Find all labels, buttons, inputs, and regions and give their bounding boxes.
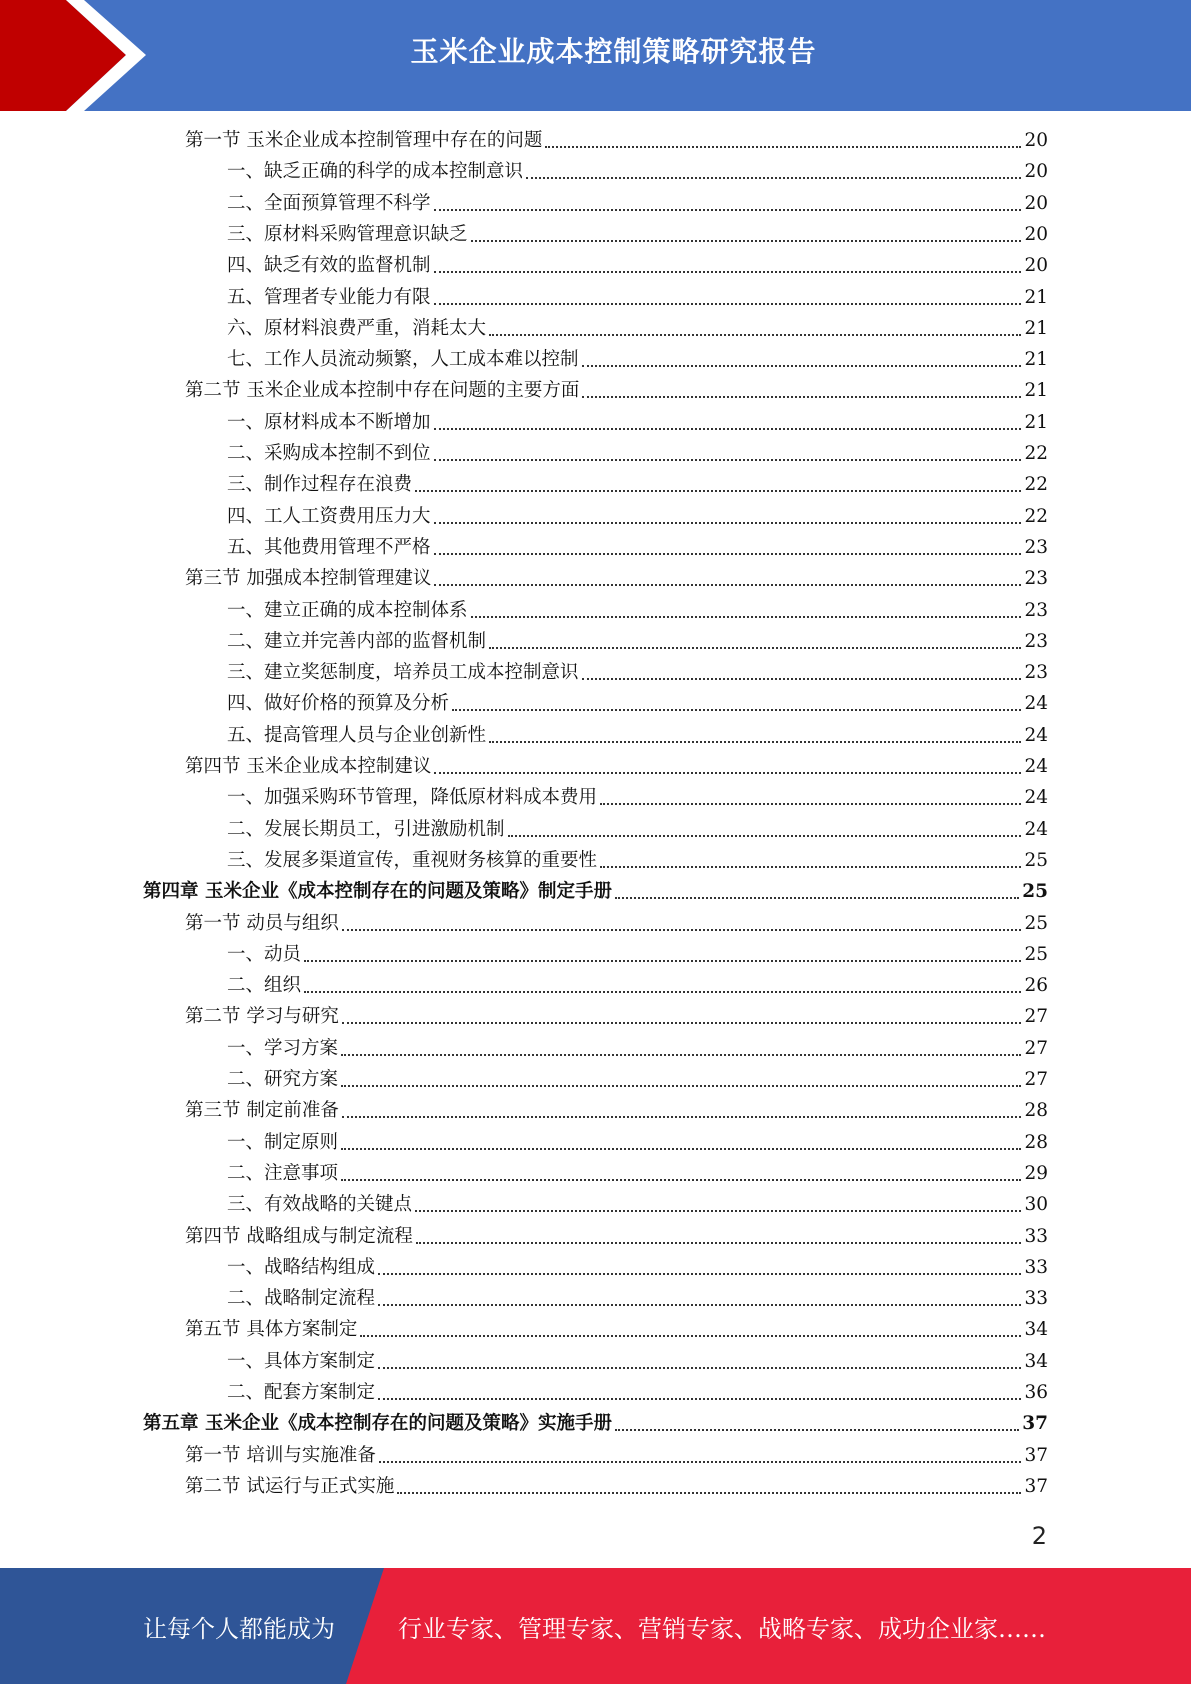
toc-leader-dots (304, 991, 1021, 993)
toc-entry-page: 23 (1024, 631, 1048, 652)
toc-leader-dots (378, 1273, 1021, 1275)
toc-entry-page: 37 (1024, 1476, 1048, 1497)
document-title: 玉米企业成本控制策略研究报告 (410, 35, 817, 68)
toc-section-entry[interactable] (185, 126, 1048, 154)
toc-subsection-entry[interactable] (227, 1159, 1048, 1187)
toc-section-entry[interactable] (185, 564, 1048, 592)
toc-entry-page: 23 (1024, 662, 1048, 683)
toc-section-entry[interactable] (185, 1096, 1048, 1124)
toc-leader-dots (582, 396, 1021, 398)
toc-entry-label: 一、制定原则 (227, 1132, 339, 1153)
toc-entry-label: 二、全面预算管理不科学 (227, 193, 431, 214)
toc-leader-dots (434, 428, 1022, 430)
toc-entry-page: 36 (1024, 1382, 1048, 1403)
toc-leader-dots (341, 1085, 1021, 1087)
toc-entry-page: 21 (1024, 287, 1048, 308)
toc-leader-dots (489, 741, 1021, 743)
toc-entry-page: 25 (1024, 850, 1048, 871)
toc-subsection-entry[interactable] (227, 220, 1048, 248)
toc-leader-dots (582, 365, 1022, 367)
toc-chapter-entry[interactable] (143, 1409, 1048, 1437)
toc-entry-label: 一、战略结构组成 (227, 1257, 376, 1278)
toc-leader-dots (342, 1116, 1022, 1118)
toc-subsection-entry[interactable] (227, 439, 1048, 467)
toc-entry-label: 三、建立奖惩制度，培养员工成本控制意识 (227, 662, 579, 683)
toc-entry-page: 21 (1024, 349, 1048, 370)
toc-section-entry[interactable] (185, 909, 1048, 937)
toc-leader-dots (434, 553, 1022, 555)
toc-entry-page: 27 (1024, 1069, 1048, 1090)
toc-leader-dots (434, 271, 1022, 273)
toc-subsection-entry[interactable] (227, 251, 1048, 279)
toc-subsection-entry[interactable] (227, 1284, 1048, 1312)
toc-entry-page: 22 (1024, 506, 1048, 527)
toc-leader-dots (304, 960, 1021, 962)
toc-entry-label: 第一节 动员与组织 (185, 913, 339, 934)
toc-entry-label: 第二节 学习与研究 (185, 1006, 339, 1027)
toc-entry-page: 24 (1024, 787, 1048, 808)
toc-leader-dots (378, 1398, 1021, 1400)
toc-entry-label: 一、建立正确的成本控制体系 (227, 600, 468, 621)
toc-section-entry[interactable] (185, 376, 1048, 404)
toc-entry-page: 20 (1024, 130, 1048, 151)
toc-leader-dots (545, 146, 1021, 148)
footer-banner (0, 1568, 1191, 1684)
toc-entry-label: 第一节 玉米企业成本控制管理中存在的问题 (185, 130, 543, 151)
toc-entry-label: 二、研究方案 (227, 1069, 339, 1090)
toc-subsection-entry[interactable] (227, 846, 1048, 874)
toc-subsection-entry[interactable] (227, 721, 1048, 749)
toc-subsection-entry[interactable] (227, 1253, 1048, 1281)
toc-entry-page: 22 (1024, 474, 1048, 495)
toc-entry-page: 27 (1024, 1038, 1048, 1059)
toc-entry-label: 二、采购成本控制不到位 (227, 443, 431, 464)
toc-entry-page: 25 (1024, 913, 1048, 934)
toc-leader-dots (341, 1054, 1021, 1056)
toc-subsection-entry[interactable] (227, 189, 1048, 217)
toc-entry-label: 三、有效战略的关键点 (227, 1194, 413, 1215)
toc-section-entry[interactable] (185, 1472, 1048, 1500)
toc-entry-label: 二、组织 (227, 975, 302, 996)
toc-leader-dots (434, 772, 1021, 774)
footer-slogan-left: 让每个人都能成为 (143, 1614, 335, 1643)
toc-leader-dots (434, 522, 1022, 524)
toc-entry-label: 四、做好价格的预算及分析 (227, 693, 450, 714)
toc-leader-dots (508, 835, 1022, 837)
toc-leader-dots (452, 709, 1021, 711)
toc-entry-page: 24 (1024, 725, 1048, 746)
toc-leader-dots (415, 1210, 1021, 1212)
toc-entry-label: 三、原材料采购管理意识缺乏 (227, 224, 468, 245)
toc-entry-page: 24 (1024, 756, 1048, 777)
toc-subsection-entry[interactable] (227, 314, 1048, 342)
page-number: 2 (1031, 1522, 1047, 1550)
toc-leader-dots (342, 929, 1022, 931)
toc-section-entry[interactable] (185, 1441, 1048, 1469)
toc-leader-dots (600, 866, 1021, 868)
toc-leader-dots (526, 177, 1021, 179)
toc-section-entry[interactable] (185, 1002, 1048, 1030)
toc-entry-label: 二、配套方案制定 (227, 1382, 376, 1403)
toc-entry-label: 二、建立并完善内部的监督机制 (227, 631, 487, 652)
toc-subsection-entry[interactable] (227, 470, 1048, 498)
toc-subsection-entry[interactable] (227, 658, 1048, 686)
toc-entry-label: 第三节 制定前准备 (185, 1100, 339, 1121)
toc-entry-page: 24 (1024, 693, 1048, 714)
toc-subsection-entry[interactable] (227, 1034, 1048, 1062)
toc-subsection-entry[interactable] (227, 502, 1048, 530)
toc-subsection-entry[interactable] (227, 940, 1048, 968)
toc-subsection-entry[interactable] (227, 627, 1048, 655)
toc-section-entry[interactable] (185, 1315, 1048, 1343)
toc-leader-dots (378, 1367, 1021, 1369)
toc-entry-label: 五、提高管理人员与企业创新性 (227, 725, 487, 746)
toc-entry-page: 21 (1024, 412, 1048, 433)
toc-entry-label: 四、缺乏有效的监督机制 (227, 255, 431, 276)
header-banner (0, 0, 1191, 111)
toc-subsection-entry[interactable] (227, 1065, 1048, 1093)
toc-subsection-entry[interactable] (227, 1347, 1048, 1375)
toc-leader-dots (378, 1304, 1021, 1306)
toc-leader-dots (434, 303, 1022, 305)
toc-subsection-entry[interactable] (227, 689, 1048, 717)
toc-leader-dots (379, 1461, 1022, 1463)
toc-leader-dots (489, 647, 1021, 649)
toc-entry-page: 28 (1024, 1100, 1048, 1121)
toc-leader-dots (434, 209, 1022, 211)
toc-entry-page: 26 (1024, 975, 1048, 996)
toc-entry-label: 一、学习方案 (227, 1038, 339, 1059)
toc-entry-label: 六、原材料浪费严重，消耗太大 (227, 318, 487, 339)
toc-leader-dots (342, 1022, 1022, 1024)
toc-entry-label: 一、缺乏正确的科学的成本控制意识 (227, 161, 524, 182)
toc-entry-label: 一、具体方案制定 (227, 1351, 376, 1372)
toc-entry-label: 第二节 玉米企业成本控制中存在问题的主要方面 (185, 380, 580, 401)
toc-section-entry[interactable] (185, 752, 1048, 780)
toc-entry-label: 二、注意事项 (227, 1163, 339, 1184)
toc-entry-page: 23 (1024, 537, 1048, 558)
toc-leader-dots (341, 1148, 1021, 1150)
toc-entry-label: 第四章 玉米企业《成本控制存在的问题及策略》制定手册 (143, 881, 612, 902)
toc-entry-label: 一、动员 (227, 944, 302, 965)
toc-subsection-entry[interactable] (227, 283, 1048, 311)
toc-entry-page: 22 (1024, 443, 1048, 464)
toc-entry-page: 29 (1024, 1163, 1048, 1184)
footer-slogan-right: 行业专家、管理专家、营销专家、战略专家、成功企业家…… (398, 1614, 1046, 1643)
toc-entry-page: 25 (1024, 944, 1048, 965)
toc-subsection-entry[interactable] (227, 596, 1048, 624)
toc-entry-label: 第四节 玉米企业成本控制建议 (185, 756, 432, 777)
toc-entry-label: 一、原材料成本不断增加 (227, 412, 431, 433)
toc-entry-label: 七、工作人员流动频繁，人工成本难以控制 (227, 349, 579, 370)
toc-leader-dots (489, 334, 1021, 336)
toc-entry-label: 第五章 玉米企业《成本控制存在的问题及策略》实施手册 (143, 1413, 612, 1434)
toc-leader-dots (434, 584, 1021, 586)
toc-leader-dots (341, 1179, 1021, 1181)
toc-entry-page: 23 (1024, 600, 1048, 621)
toc-entry-label: 二、发展长期员工，引进激励机制 (227, 819, 505, 840)
toc-section-entry[interactable] (185, 1222, 1048, 1250)
toc-leader-dots (471, 240, 1022, 242)
toc-entry-label: 一、加强采购环节管理，降低原材料成本费用 (227, 787, 598, 808)
toc-entry-page: 20 (1024, 193, 1048, 214)
toc-leader-dots (600, 803, 1021, 805)
toc-entry-page: 21 (1024, 318, 1048, 339)
toc-subsection-entry[interactable] (227, 1128, 1048, 1156)
toc-entry-label: 第五节 具体方案制定 (185, 1319, 358, 1340)
toc-entry-page: 30 (1024, 1194, 1048, 1215)
toc-subsection-entry[interactable] (227, 971, 1048, 999)
toc-entry-page: 20 (1024, 255, 1048, 276)
toc-entry-page: 23 (1024, 568, 1048, 589)
toc-chapter-entry[interactable] (143, 877, 1048, 905)
toc-entry-page: 37 (1022, 1413, 1048, 1434)
toc-entry-label: 四、工人工资费用压力大 (227, 506, 431, 527)
toc-leader-dots (471, 616, 1022, 618)
toc-subsection-entry[interactable] (227, 815, 1048, 843)
toc-entry-page: 37 (1024, 1445, 1048, 1466)
toc-leader-dots (397, 1492, 1021, 1494)
toc-entry-page: 33 (1024, 1226, 1048, 1247)
toc-entry-label: 三、制作过程存在浪费 (227, 474, 413, 495)
toc-leader-dots (582, 678, 1022, 680)
toc-entry-label: 五、管理者专业能力有限 (227, 287, 431, 308)
toc-subsection-entry[interactable] (227, 157, 1048, 185)
toc-subsection-entry[interactable] (227, 1190, 1048, 1218)
toc-entry-page: 28 (1024, 1132, 1048, 1153)
toc-subsection-entry[interactable] (227, 1378, 1048, 1406)
toc-entry-page: 33 (1024, 1257, 1048, 1278)
toc-leader-dots (415, 490, 1021, 492)
toc-subsection-entry[interactable] (227, 533, 1048, 561)
toc-entry-page: 20 (1024, 224, 1048, 245)
toc-subsection-entry[interactable] (227, 783, 1048, 811)
toc-entry-page: 34 (1024, 1351, 1048, 1372)
toc-entry-label: 五、其他费用管理不严格 (227, 537, 431, 558)
toc-entry-page: 24 (1024, 819, 1048, 840)
toc-leader-dots (434, 459, 1022, 461)
toc-entry-label: 第三节 加强成本控制管理建议 (185, 568, 432, 589)
toc-entry-page: 21 (1024, 380, 1048, 401)
toc-subsection-entry[interactable] (227, 408, 1048, 436)
toc-entry-label: 第二节 试运行与正式实施 (185, 1476, 395, 1497)
toc-entry-page: 20 (1024, 161, 1048, 182)
toc-entry-label: 第一节 培训与实施准备 (185, 1445, 376, 1466)
toc-subsection-entry[interactable] (227, 345, 1048, 373)
toc-leader-dots (360, 1335, 1021, 1337)
toc-leader-dots (615, 897, 1019, 899)
toc-entry-page: 25 (1022, 881, 1048, 902)
toc-entry-page: 33 (1024, 1288, 1048, 1309)
toc-entry-page: 34 (1024, 1319, 1048, 1340)
toc-entry-page: 27 (1024, 1006, 1048, 1027)
toc-entry-label: 第四节 战略组成与制定流程 (185, 1226, 413, 1247)
toc-entry-label: 三、发展多渠道宣传，重视财务核算的重要性 (227, 850, 598, 871)
toc-leader-dots (615, 1429, 1019, 1431)
toc-leader-dots (416, 1242, 1022, 1244)
toc-entry-label: 二、战略制定流程 (227, 1288, 376, 1309)
